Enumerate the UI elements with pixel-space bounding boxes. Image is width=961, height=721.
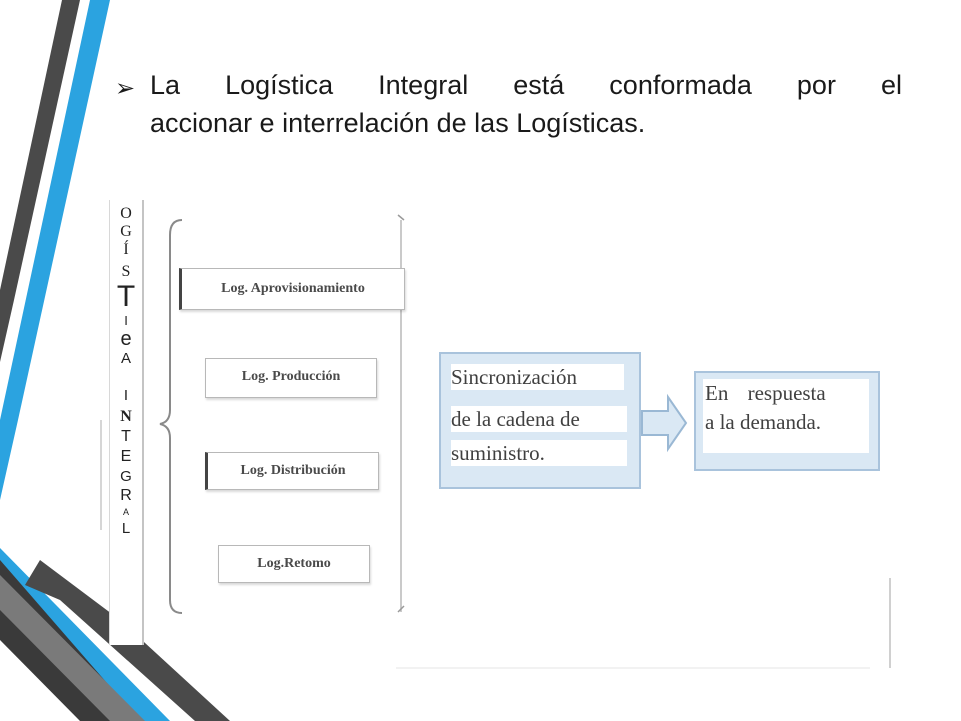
vertical-letter: e <box>120 328 132 350</box>
word: el <box>880 70 902 100</box>
response-line1: En respuesta <box>705 381 826 405</box>
sync-line1: Sincronización <box>451 364 624 390</box>
vertical-letter: R <box>120 487 132 504</box>
log-label: Log.Retomo <box>257 556 331 571</box>
vertical-letter: O <box>120 205 132 222</box>
word: está <box>513 70 565 100</box>
vertical-letter: G <box>120 223 132 240</box>
log-label: Log. Producción <box>241 369 341 384</box>
arrow-bullet-icon: ➢ <box>115 75 136 102</box>
word: La <box>150 70 181 100</box>
vertical-letter: I <box>123 387 129 404</box>
word: Logística <box>225 70 334 100</box>
vertical-letter: G <box>120 468 132 485</box>
vertical-letter: A <box>120 350 131 367</box>
log-aprovisionamiento-box <box>179 268 405 310</box>
bullet-text-line2: accionar e interrelación de las Logísticas. <box>150 108 646 138</box>
vertical-letter: N <box>120 408 132 425</box>
log-produccion-box <box>205 358 377 398</box>
log-retomo-box <box>218 545 370 583</box>
vertical-letter: Í <box>123 241 129 258</box>
word: por <box>796 70 836 100</box>
vertical-letter: I <box>124 313 128 328</box>
sync-line2: de la cadena de <box>451 406 627 432</box>
log-label: Log. Distribución <box>240 463 346 478</box>
word: Integral <box>378 70 469 100</box>
sync-line3: suministro. <box>451 440 627 466</box>
right-arrow-icon <box>640 393 690 453</box>
vertical-letter: L <box>121 520 131 537</box>
vertical-letter: E <box>120 448 132 465</box>
word: conformada <box>609 70 752 100</box>
response-box <box>694 371 880 471</box>
vertical-letter: A <box>122 507 129 517</box>
log-label: Log. Aprovisionamiento <box>221 281 365 296</box>
vertical-letter: T <box>121 428 131 445</box>
response-line2: a la demanda. <box>705 410 822 434</box>
log-distribucion-box <box>205 452 379 490</box>
response-content <box>703 379 869 453</box>
vertical-letter: S <box>121 263 131 280</box>
sync-box <box>439 352 641 489</box>
vertical-letter: T <box>116 280 136 313</box>
